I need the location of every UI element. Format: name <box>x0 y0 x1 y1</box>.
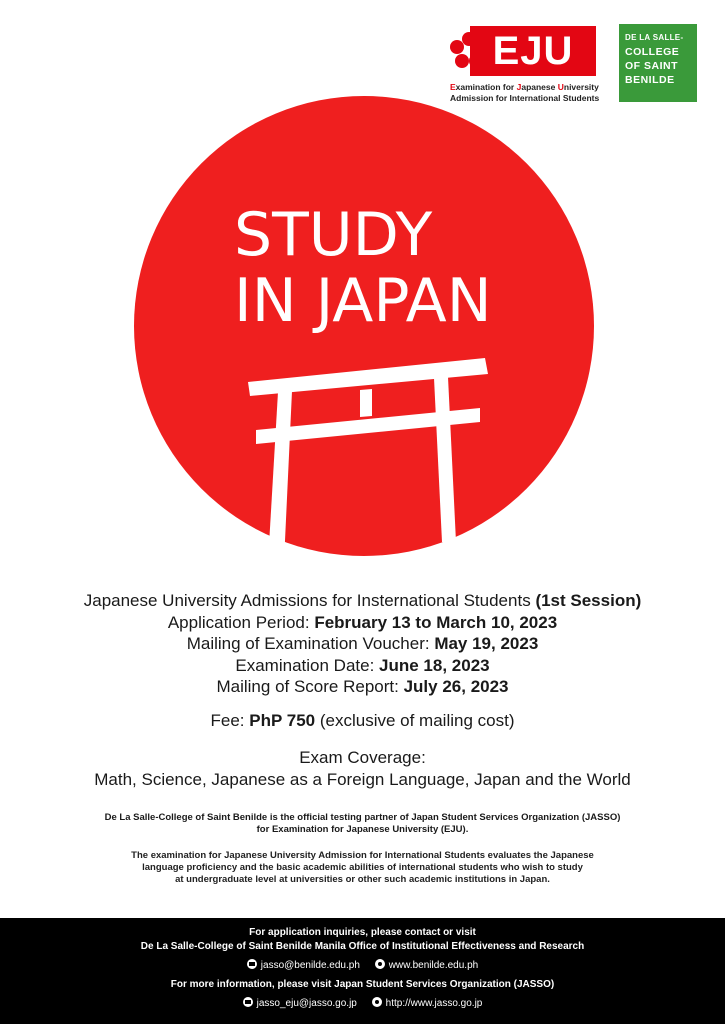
partner-line1: De La Salle-College of Saint Benilde is the official testing partner of Japan Student Services Organization (JASSO) <box>104 812 621 823</box>
jasso-email-link[interactable]: jasso_eju@jasso.go.jp <box>243 997 357 1009</box>
globe-icon <box>375 959 385 969</box>
partner-line2: for Examination for Japanese University (EJU). <box>256 824 469 835</box>
headline-line1: STUDY <box>234 200 433 270</box>
school-logo-line2: COLLEGE <box>625 46 680 58</box>
coverage-label: Exam Coverage: <box>299 748 426 767</box>
exam-date-value: June 18, 2023 <box>379 655 490 675</box>
jasso-web-link[interactable]: http://www.jasso.go.jp <box>372 997 483 1009</box>
fee-line: Fee: PhP 750 (exclusive of mailing cost) <box>210 711 515 730</box>
schedule-title-line <box>0 590 725 612</box>
school-logo-line3: OF SAINT <box>625 60 678 72</box>
eju-logo <box>448 26 598 104</box>
score-report-mailing: Mailing of Score Report: July 26, 2023 <box>216 677 509 696</box>
application-period: Application Period: February 13 to March 10, 2023 <box>167 612 558 632</box>
voucher-mailing-value: May 19, 2023 <box>434 634 539 653</box>
application-period-value: February 13 to March 10, 2023 <box>314 612 558 632</box>
inquiry-line1: For application inquiries, please contact or visit <box>249 927 476 938</box>
school-logo <box>619 24 697 102</box>
exam-date: Examination Date: June 18, 2023 <box>235 655 490 675</box>
fee-value: PhP 750 <box>249 711 316 730</box>
headline-line2: IN JAPAN <box>234 266 492 336</box>
globe-icon <box>372 997 382 1007</box>
inquiry-line2: De La Salle-College of Saint Benilde Manila Office of Institutional Effectiveness and Research <box>140 941 585 952</box>
torii-icon <box>230 352 500 562</box>
eju-wordmark: EJU <box>470 26 596 76</box>
email-icon <box>243 997 253 1007</box>
jasso-contacts <box>0 997 725 1009</box>
benilde-web-link[interactable]: www.benilde.edu.ph <box>375 959 479 971</box>
partner-statement <box>0 812 725 836</box>
description-line2: language proficiency and the basic academic abilities of international students who wish to study <box>142 862 583 873</box>
schedule-title: Japanese University Admissions for Insternational Students <box>83 591 531 610</box>
description-line3: at undergraduate level at universities or other such academic institutions in Japan. <box>175 874 550 885</box>
fee-note: (exclusive of mailing cost) <box>319 711 515 730</box>
description-line1: The examination for Japanese University Admission for International Students evaluates the Japanese <box>131 850 594 861</box>
email-icon <box>247 959 257 969</box>
jasso-line: For more information, please visit Japan Student Services Organization (JASSO) <box>170 979 555 990</box>
benilde-contacts <box>0 959 725 971</box>
footer <box>0 918 725 1024</box>
voucher-mailing: Mailing of Examination Voucher: May 19, 2023 <box>186 634 539 653</box>
score-report-value: July 26, 2023 <box>403 677 509 696</box>
benilde-email-link[interactable]: jasso@benilde.edu.ph <box>247 959 360 971</box>
coverage-subjects: Math, Science, Japanese as a Foreign Language, Japan and the World <box>94 770 631 789</box>
eju-subtitle: Examination for Japanese University Admission for International Students <box>450 82 600 103</box>
exam-coverage <box>0 747 725 791</box>
headline <box>234 202 492 334</box>
school-logo-line4: BENILDE <box>625 74 675 86</box>
session-label: (1st Session) <box>535 591 642 610</box>
exam-schedule <box>0 590 725 698</box>
exam-description <box>0 850 725 886</box>
school-logo-line1: DE LA SALLE- <box>625 33 684 42</box>
